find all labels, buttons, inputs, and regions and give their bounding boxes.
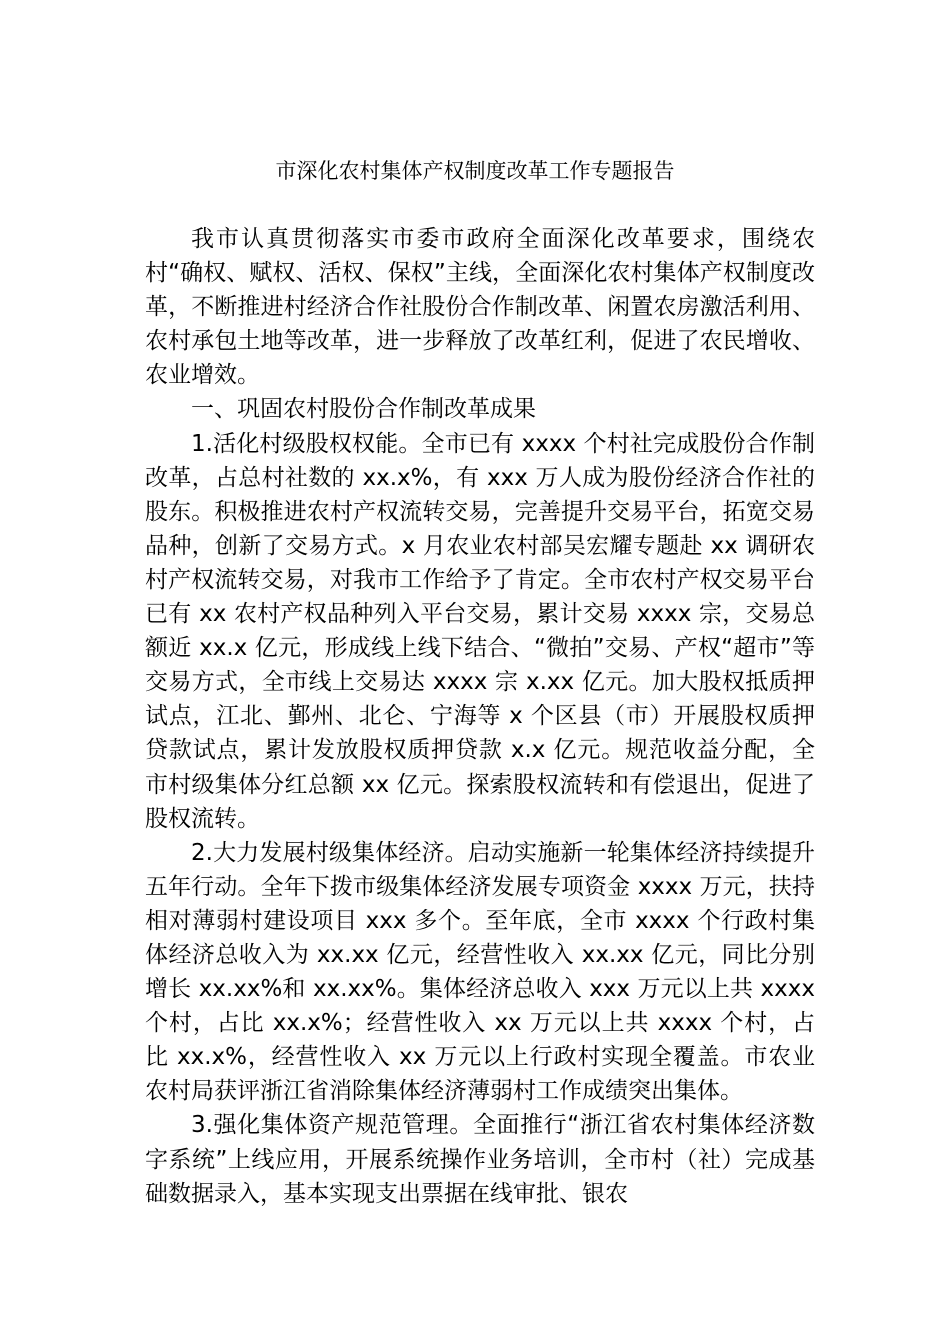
paragraph-intro: 我市认真贯彻落实市委市政府全面深化改革要求，围绕农村“确权、赋权、活权、保权”主线，全面深化农村集体产权制度改革，不断推进村经济合作社股份合作制改革、闲置农房激活利用、农村承包土地等改革，进一步释放了改革红利，促进了农民增收、农业增效。 bbox=[145, 226, 815, 389]
section-heading-1: 一、巩固农村股份合作制改革成果 bbox=[191, 396, 536, 423]
document-body bbox=[145, 222, 815, 1211]
paragraph-item-3: 3.强化集体资产规范管理。全面推行“浙江省农村集体经济数字系统”上线应用，开展系统操作业务培训，全市村（社）完成基础数据录入，基本实现支出票据在线审批、银农 bbox=[145, 1112, 815, 1207]
document-title: 市深化农村集体产权制度改革工作专题报告 bbox=[275, 159, 675, 183]
paragraph-item-2: 2.大力发展村级集体经济。启动实施新一轮集体经济持续提升五年行动。全年下拨市级集体经济发展专项资金 xxxx 万元，扶持相对薄弱村建设项目 xxx 多个。至年底，全市 xxxx 个行政村集体经济总收入为 xx.xx 亿元，经营性收入 xx.xx 亿元，同比分别增长 xx.xx%和 xx.xx%。集体经济总收入 xxx 万元以上共 xxxx 个村，占比 xx.x%；经营性收入 xx 万元以上共 xxxx 个村，占比 xx.x%，经营性收入 xx 万元以上行政村实现全覆盖。市农业农村局获评浙江省消除集体经济薄弱村工作成绩突出集体。 bbox=[145, 839, 815, 1105]
paragraph-item-1: 1.活化村级股权权能。全市已有 xxxx 个村社完成股份合作制改革，占总村社数的 xx.x%，有 xxx 万人成为股份经济合作社的股东。积极推进农村产权流转交易，完善提升交易平台，拓宽交易品种，创新了交易方式。x 月农业农村部吴宏耀专题赴 xx 调研农村产权流转交易，对我市工作给予了肯定。全市农村产权交易平台已有 xx 农村产权品种列入平台交易，累计交易 xxxx 宗，交易总额近 xx.x 亿元，形成线上线下结合、“微拍”交易、产权“超市”等交易方式，全市线上交易达 xxxx 宗 x.xx 亿元。加大股权抵质押试点，江北、鄞州、北仑、宁海等 x 个区县（市）开展股权质押贷款试点，累计发放股权质押贷款 x.x 亿元。规范收益分配，全市村级集体分红总额 xx 亿元。探索股权流转和有偿退出，促进了股权流转。 bbox=[145, 430, 815, 832]
